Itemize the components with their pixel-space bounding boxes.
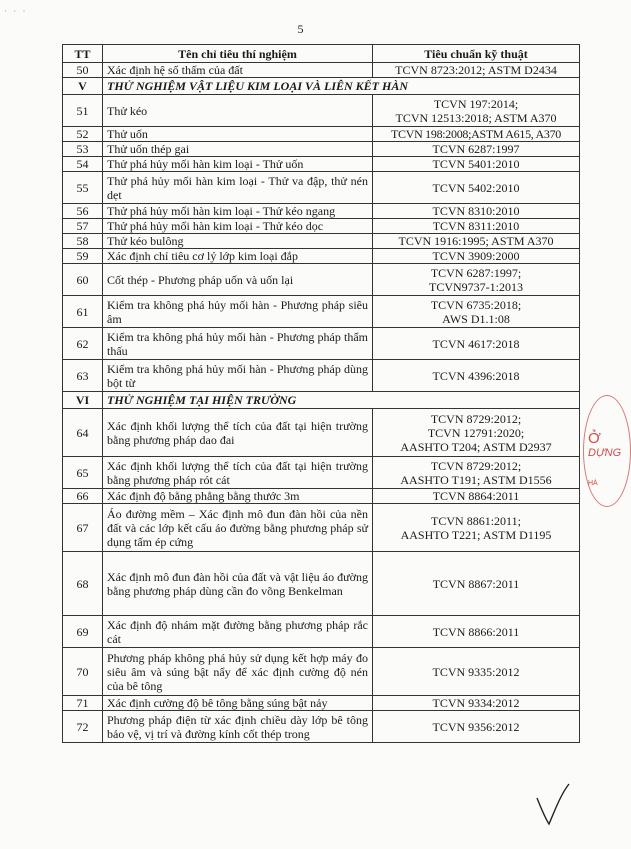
- standard-cell: TCVN 8310:2010: [373, 204, 580, 219]
- table-row: [63, 360, 580, 392]
- test-name: Xác định khối lượng thể tích của đất tại hiện trường bằng phương pháp dao đai: [103, 409, 373, 457]
- test-name: Xác định mô đun đàn hồi của đất và vật liệu áo đường bằng phương pháp dùng cần đo võng Benkelman: [103, 552, 373, 616]
- table-row: [63, 328, 580, 360]
- test-name: Thử kéo bulông: [103, 234, 373, 249]
- table-row: [63, 457, 580, 489]
- row-number: 50: [63, 63, 103, 78]
- standard-cell: TCVN 6287:1997; TCVN9737-1:2013: [373, 264, 580, 296]
- row-number: 63: [63, 360, 103, 392]
- table-row: [63, 95, 580, 127]
- test-name: Cốt thép - Phương pháp uốn và uốn lại: [103, 264, 373, 296]
- test-name: Thử phá hủy mối hàn kim loại - Thử va đập, thử nén dẹt: [103, 172, 373, 204]
- scan-artifact: · · ·: [4, 6, 28, 16]
- table-row: [63, 219, 580, 234]
- test-name: Kiểm tra không phá hủy mối hàn - Phương pháp dùng bột từ: [103, 360, 373, 392]
- test-name: Thử phá hủy mối hàn kim loại - Thử kéo dọc: [103, 219, 373, 234]
- table-header-row: [63, 45, 580, 63]
- row-number: 67: [63, 504, 103, 552]
- test-standards-table: [62, 44, 580, 743]
- standard-cell: TCVN 5401:2010: [373, 157, 580, 172]
- standard-cell: TCVN 8861:2011; AASHTO T221; ASTM D1195: [373, 504, 580, 552]
- table-row: [63, 172, 580, 204]
- table-row: [63, 249, 580, 264]
- table-row: [63, 696, 580, 711]
- test-name: Áo đường mềm – Xác định mô đun đàn hồi của nền đất và các lớp kết cấu áo đường bằng phương pháp sử dụng tấm ép cứng: [103, 504, 373, 552]
- table-row: [63, 489, 580, 504]
- header-standard: Tiêu chuẩn kỹ thuật: [373, 45, 580, 63]
- test-name: Kiểm tra không phá hủy mối hàn - Phương pháp siêu âm: [103, 296, 373, 328]
- standard-cell: TCVN 8311:2010: [373, 219, 580, 234]
- page-number: 5: [297, 22, 304, 36]
- header-test-name: Tên chỉ tiêu thí nghiệm: [103, 45, 373, 63]
- standard-cell: TCVN 6287:1997: [373, 142, 580, 157]
- table-row: [63, 264, 580, 296]
- standard-cell: TCVN 9335:2012: [373, 648, 580, 696]
- test-name: Thử kéo: [103, 95, 373, 127]
- table-row: [63, 63, 580, 78]
- row-number: 60: [63, 264, 103, 296]
- row-number: 52: [63, 127, 103, 142]
- signature-mark: [533, 780, 573, 830]
- standard-cell: TCVN 6735:2018; AWS D1.1:08: [373, 296, 580, 328]
- standard-cell: TCVN 8864:2011: [373, 489, 580, 504]
- standard-cell: TCVN 1916:1995; ASTM A370: [373, 234, 580, 249]
- table-row: [63, 142, 580, 157]
- table-row: [63, 127, 580, 142]
- standard-cell: TCVN 8867:2011: [373, 552, 580, 616]
- standard-cell: TCVN 8729:2012; TCVN 12791:2020; AASHTO T204; ASTM D2937: [373, 409, 580, 457]
- table-row: [63, 234, 580, 249]
- table-row: [63, 711, 580, 743]
- row-number: 57: [63, 219, 103, 234]
- standard-cell: TCVN 8729:2012; AASHTO T191; ASTM D1556: [373, 457, 580, 489]
- row-number: 66: [63, 489, 103, 504]
- row-number: VI: [63, 392, 103, 409]
- row-number: 51: [63, 95, 103, 127]
- table-row: [63, 648, 580, 696]
- standard-cell: TCVN 197:2014; TCVN 12513:2018; ASTM A370: [373, 95, 580, 127]
- row-number: 53: [63, 142, 103, 157]
- section-title: THỬ NGHIỆM VẬT LIỆU KIM LOẠI VÀ LIÊN KẾT HÀN: [103, 78, 580, 95]
- standard-cell: TCVN 3909:2000: [373, 249, 580, 264]
- row-number: 68: [63, 552, 103, 616]
- row-number: 69: [63, 616, 103, 648]
- test-name: Xác định cường độ bê tông bằng súng bật nảy: [103, 696, 373, 711]
- row-number: V: [63, 78, 103, 95]
- row-number: 54: [63, 157, 103, 172]
- row-number: 59: [63, 249, 103, 264]
- table-row: [63, 204, 580, 219]
- table-row: [63, 157, 580, 172]
- standard-cell: TCVN 4396:2018: [373, 360, 580, 392]
- row-number: 62: [63, 328, 103, 360]
- seal-text-3: HÀ: [588, 480, 598, 487]
- test-name: Thử uốn thép gai: [103, 142, 373, 157]
- row-number: 72: [63, 711, 103, 743]
- table-body: [63, 63, 580, 743]
- section-title: THỬ NGHIỆM TẠI HIỆN TRƯỜNG: [103, 392, 580, 409]
- section-row: [63, 78, 580, 95]
- test-name: Thử phá hủy mối hàn kim loại - Thử kéo ngang: [103, 204, 373, 219]
- test-name: Phương pháp không phá hủy sử dụng kết hợp máy đo siêu âm và súng bật nẩy để xác định cường độ nén của bê tông: [103, 648, 373, 696]
- test-name: Kiểm tra không phá hủy mối hàn - Phương pháp thẩm thấu: [103, 328, 373, 360]
- seal-text-2: DỰNG: [588, 447, 622, 459]
- standard-cell: TCVN 5402:2010: [373, 172, 580, 204]
- table-row: [63, 552, 580, 616]
- table-row: [63, 504, 580, 552]
- row-number: 55: [63, 172, 103, 204]
- section-row: [63, 392, 580, 409]
- row-number: 70: [63, 648, 103, 696]
- standard-cell: TCVN 8723:2012; ASTM D2434: [373, 63, 580, 78]
- test-name: Xác định khối lượng thể tích của đất tại hiện trường bằng phương pháp rót cát: [103, 457, 373, 489]
- test-name: Xác định độ nhám mặt đường bằng phương pháp rắc cát: [103, 616, 373, 648]
- test-name: Xác định chỉ tiêu cơ lý lớp kim loại đắp: [103, 249, 373, 264]
- table-row: [63, 296, 580, 328]
- row-number: 56: [63, 204, 103, 219]
- standard-cell: TCVN 198:2008;ASTM A615, A370: [373, 127, 580, 142]
- standard-cell: TCVN 9334:2012: [373, 696, 580, 711]
- seal-text-1: Ở: [588, 430, 601, 447]
- row-number: 64: [63, 409, 103, 457]
- table-row: [63, 409, 580, 457]
- standard-cell: TCVN 8866:2011: [373, 616, 580, 648]
- test-name: Xác định hệ số thấm của đất: [103, 63, 373, 78]
- row-number: 71: [63, 696, 103, 711]
- standard-cell: TCVN 4617:2018: [373, 328, 580, 360]
- row-number: 65: [63, 457, 103, 489]
- test-name: Xác định độ bằng phẳng bằng thước 3m: [103, 489, 373, 504]
- row-number: 61: [63, 296, 103, 328]
- test-name: Phương pháp điện từ xác định chiều dày lớp bê tông bảo vệ, vị trí và đường kính cốt thép trong: [103, 711, 373, 743]
- header-tt: TT: [63, 45, 103, 63]
- table-row: [63, 616, 580, 648]
- standard-cell: TCVN 9356:2012: [373, 711, 580, 743]
- row-number: 58: [63, 234, 103, 249]
- test-name: Thử uốn: [103, 127, 373, 142]
- test-name: Thử phá hủy mối hàn kim loại - Thử uốn: [103, 157, 373, 172]
